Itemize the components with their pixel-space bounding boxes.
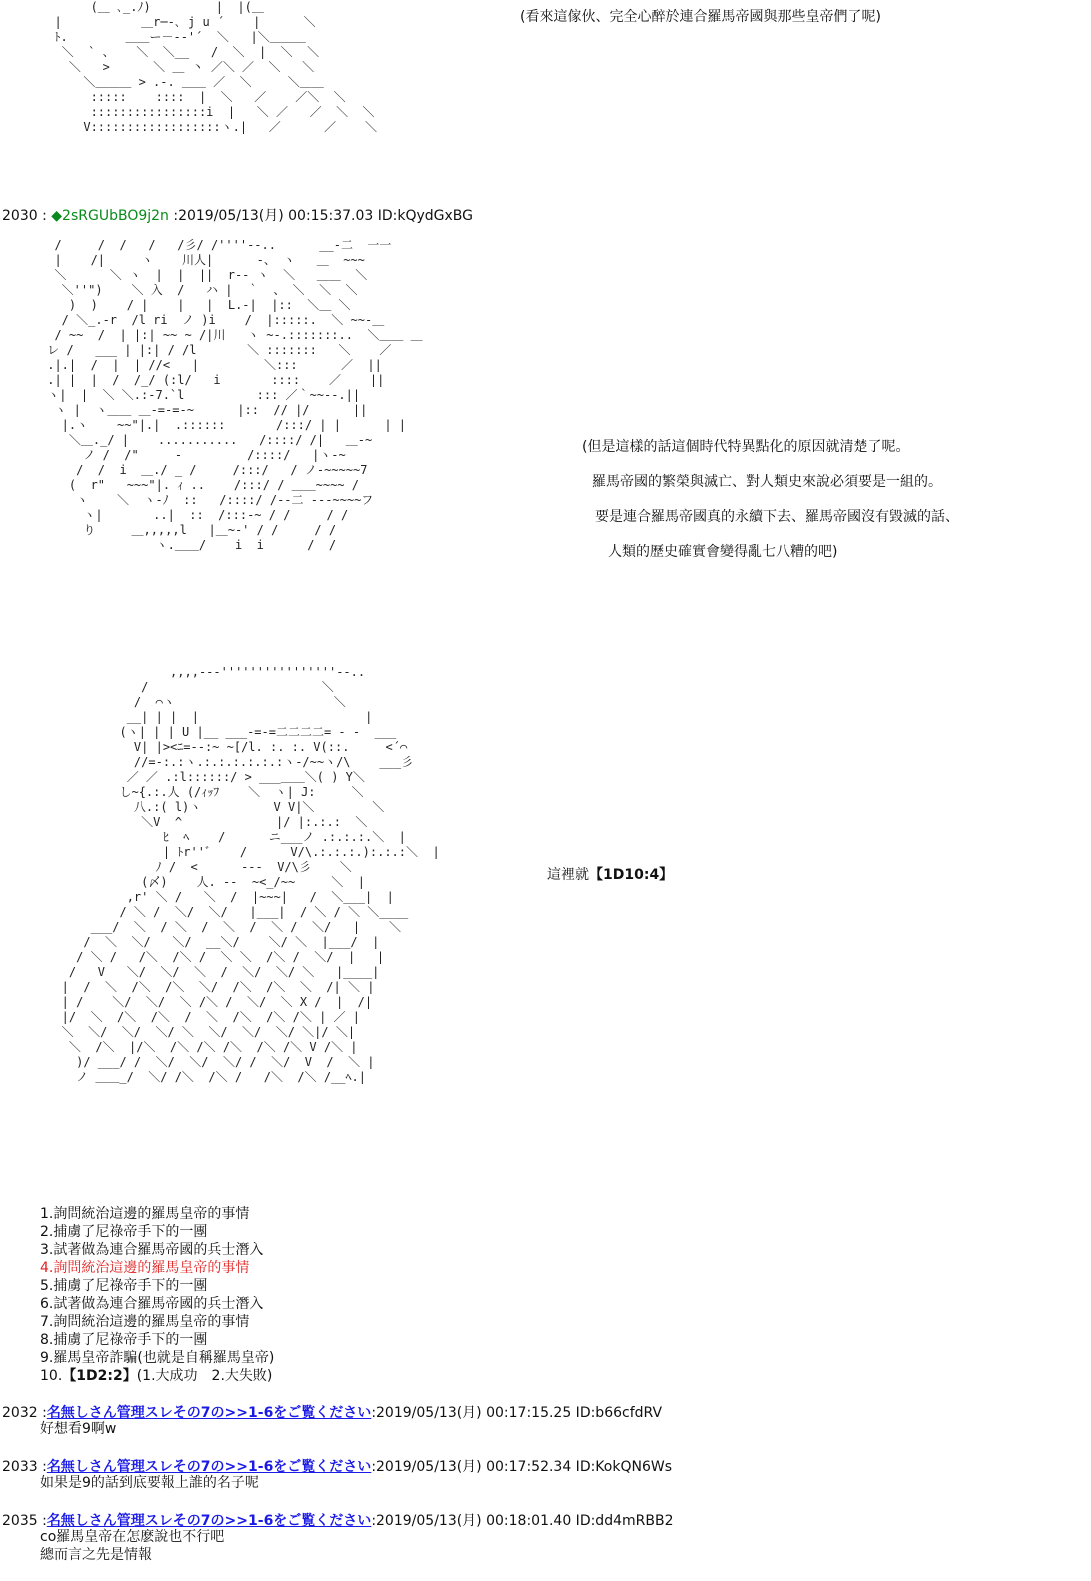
post-body-line: 總而言之先是情報 (40, 1547, 152, 1563)
trip-diamond-icon: ◆ (51, 208, 63, 224)
post-sep: : (37, 208, 52, 224)
narration-top: (看來這傢伙、完全心醉於連合羅馬帝國與那些皇帝們了呢) (520, 9, 881, 25)
post-number: 2035 (2, 1513, 38, 1529)
option-item-10 (40, 1367, 274, 1385)
post-body-line: 好想看9啊w (40, 1421, 117, 1437)
post-body-line: co羅馬皇帝在怎麽說也不行吧 (40, 1529, 225, 1545)
option-item: 2.捕虜了尼祿帝手下的一團 (40, 1224, 208, 1240)
post-number: 2033 (2, 1459, 38, 1475)
poster-name-link[interactable]: 名無しさん管理スレその7の>>1-6をご覧ください (46, 1513, 372, 1529)
post-header-2033 (2, 1456, 672, 1476)
option-item: 1.詢問統治這邊的羅馬皇帝的事情 (40, 1206, 250, 1222)
post-meta: :2019/05/13(月) 00:15:37.03 ID:kQydGxBG (168, 208, 474, 224)
poster-name-link[interactable]: 名無しさん管理スレその7の>>1-6をご覧ください (46, 1405, 372, 1421)
dice-result (547, 858, 673, 893)
post-meta: :2019/05/13(月) 00:18:01.40 ID:dd4mRBB2 (371, 1513, 674, 1529)
poster-name: 2sRGUbBO9j2n (62, 208, 169, 224)
ascii-art-middle: / / / / /彡/ /''''--.. __-二 一一 | /| ヽ 川人| -、 ヽ ＿ ~~~ ＼ ＼ ヽ | | || r-- ヽ ＼ ＿＿ ＼ ＼''") ＼ 入 / ハ | ｀ 、 ＼ ＼ ＼ ) ) / | | | L.-| |:: ＼＿ ＼ / ＼_.-r /l ri ノ )i / |:::::. ＼ ~~-＿ / ~~ / | |:| ~~ ~ /|川 ヽ ~-.:::::::.. ＼＿＿ ＿ レ / ___ | |:| / /l ＼ ::::::: ＼ ／ .|.| / | | //< | ＼::: ／ || .| | | / /_/ (:l/ i :::: ／ || ヽ| | ＼ ＼.:-7.`l ::: ／｀~~--.|| ヽ | ヽ＿＿ ＿-=-=-~ |:: // |/ || |.ヽ ~~"|.| .:::::: /:::/ | | | | ＼＿._/ | ........... /::::/ /| ＿-~ ノ / /" - /::::/ |ヽ-~ / / i ＿./ _ / /:::/ / ノ-~~~~~7 ( r" ~~~"|. ｨ .. /:::/ / ＿＿~~~~ / ヽ ＼ ヽ-ﾉ :: /::::/ /--二 ---~~~~フ ヽ| ..| :: /:::-~ / / / / り ＿,,,,,l |＿~-' / / / / ヽ.＿＿/ i i / / (47, 238, 423, 552)
dice-prefix: 這裡就 (547, 867, 589, 883)
option-10-dice: 【1D2:2】 (62, 1368, 137, 1384)
post-number: 2032 (2, 1405, 38, 1421)
post-body-2035 (40, 1528, 224, 1564)
option-10-suffix: (1.大成功 2.大失敗) (136, 1368, 273, 1384)
post-sep: : (37, 1513, 47, 1529)
ascii-art-top: (＿ ､_.ﾉ) | |(＿ | ＿r─‐､ j u ´ | ＼ ﾄ. ＿＿ー－-‐'´ ＼ |＼＿＿＿ ＼ ` 、 ＼ ＼__ / ＼ | ＼ ＼ ＼ > ＼ ＿ 丶 ／＼ ／ ＼ ＼ ＼＿＿＿ > .-. ＿＿ ／ ＼ ＼＿＿ ::::: :::: | ＼ ／ ／＼ ＼ ::::::::::::::::i | ＼ ／ ／ ＼ ＼ V::::::::::::::::::ヽ.| ／ ／ ＼ (54, 0, 377, 134)
dialogue-line: (但是這樣的話這個時代特異點化的原因就清楚了呢。 (582, 439, 910, 455)
post-header-2030 (2, 205, 473, 225)
post-header-2032 (2, 1402, 662, 1422)
option-item: 7.詢問統治這邊的羅馬皇帝的事情 (40, 1314, 250, 1330)
post-meta: :2019/05/13(月) 00:17:15.25 ID:b66cfdRV (371, 1405, 663, 1421)
ascii-art-bottom: ,,,,---''''''''''''''''--.. / ＼ / ⌒ヽ ＼ __| | | | | (ヽ| | | U |__ ___-=-=二二二二= - - ___ V| |><ﾆ=--:~ ~[/l. :. :. V(::. <´⌒ //=-:.:ヽ.:.:.:.:.:.:ヽ-/~~ヽ/\ ___彡 ／ ／ .:l::::::/ > ___＿＿＼( ) Y＼ し~{.:.人 (/ｨｯﾌ ＼ ヽ| J: ＼ 八.:( l)ヽ V V|＼ ＼ ＼V ^ |/ |:.:.: ＼ ﾋ ﾍ / ニ___ノ .:.:.:.＼ | | ﾄr''ﾞ / V/\.:.:.:.):.:.:＼ | ﾉ / < --- V/\彡 ＼ (〆) 人. -- ~<_/~~ ＼ | ,r' ＼ / ＼ / |~~~| / ＼___| | / ＼ / ＼/ ＼/ |___| / ＼ / ＼ ＼____ ___/ ＼ / ＼ / ＼ / ＼ / ＼/ | ＼ / ＼ ＼/ ＼/ __＼/ ＼/ ＼ |___/ | / ＼ / /＼ /＼ / ＼ ＼ /＼ / ＼/ | | / V ＼/ ＼/ ＼ / ＼/ ＼/ ＼ |____| | / ＼ /＼ /＼ ＼/ /＼ /＼ ＼ /| ＼ | | / ＼/ ＼/ ＼ /＼ / ＼/ ＼ X / | /| |/ ＼ /＼ /＼ / ＼ /＼ /＼ /＼ | ／ | ＼ ＼/ ＼/ ＼/ ＼ ＼/ ＼/ ＼/ ＼|/ ＼| ＼ /＼ |/＼ /＼ /＼ /＼ /＼ /＼ V /＼ | )/ ___/ / ＼/ ＼/ ＼/ / ＼/ V / ＼ | ノ ＿＿_/ ＼/ /＼ /＼ / /＼ /＼ /__ﾍ.| (61, 665, 440, 1084)
option-item: 6.試著做為連合羅馬帝國的兵士潛入 (40, 1296, 264, 1312)
option-item: 5.捕虜了尼祿帝手下的一團 (40, 1278, 208, 1294)
option-item: 8.捕虜了尼祿帝手下的一團 (40, 1332, 208, 1348)
poster-name-link[interactable]: 名無しさん管理スレその7の>>1-6をご覧ください (46, 1459, 372, 1475)
post-meta: :2019/05/13(月) 00:17:52.34 ID:KokQN6Ws (371, 1459, 673, 1475)
option-item: 3.試著做為連合羅馬帝國的兵士潛入 (40, 1242, 264, 1258)
option-item-selected: 4.詢問統治這邊的羅馬皇帝的事情 (40, 1260, 250, 1276)
dialogue-line: 要是連合羅馬帝國真的永續下去、羅馬帝國沒有毀滅的話、 (595, 509, 959, 525)
option-10-prefix: 10. (40, 1368, 63, 1384)
post-body-line: 如果是9的話到底要報上誰的名子呢 (40, 1475, 259, 1491)
options-list (40, 1205, 274, 1385)
option-item: 9.羅馬皇帝詐騙(也就是自稱羅馬皇帝) (40, 1350, 275, 1366)
dice-roll: 【1D10:4】 (589, 867, 674, 883)
post-body-2033 (40, 1474, 259, 1492)
post-number: 2030 (2, 208, 38, 224)
post-body-2032 (40, 1420, 116, 1438)
dialogue-line: 羅馬帝國的繁榮與滅亡、對人類史來說必須要是一組的。 (592, 474, 942, 490)
dialogue-line: 人類的歷史確實會變得亂七八糟的吧) (608, 544, 838, 560)
post-sep: : (37, 1459, 47, 1475)
post-header-2035 (2, 1510, 673, 1530)
post-sep: : (37, 1405, 47, 1421)
